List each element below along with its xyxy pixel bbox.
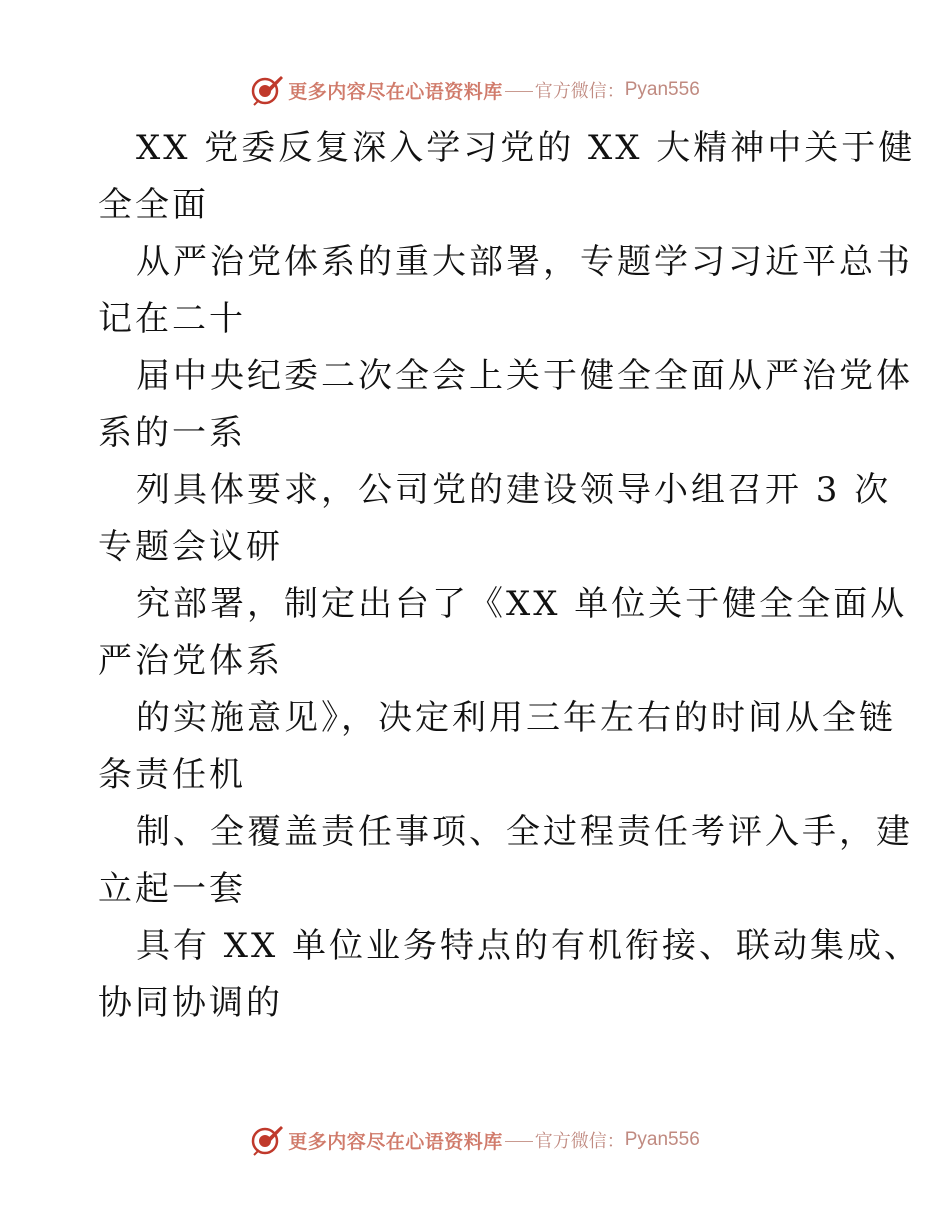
header-watermark [0, 70, 950, 110]
watermark-divider [505, 91, 533, 92]
pen-logo-icon [250, 1123, 284, 1157]
body-line: 全全面 [98, 185, 209, 225]
body-line: 严治党体系 [98, 641, 283, 681]
body-line: 记在二十 [98, 299, 246, 339]
body-line: 立起一套 [98, 869, 246, 909]
body-line: 具有 XX 单位业务特点的有机衔接、联动集成、 [136, 926, 922, 966]
body-line: XX 党委反复深入学习党的 XX 大精神中关于健 [136, 128, 916, 168]
watermark-wechat-id: Pyan556 [624, 1129, 700, 1150]
body-line: 专题会议研 [98, 527, 283, 567]
body-line: 的实施意见》，决定利用三年左右的时间从全链 [136, 698, 896, 738]
watermark-divider [505, 1141, 533, 1142]
watermark-wechat-id: Pyan556 [624, 79, 700, 100]
watermark-sub-text: 官方微信： [534, 1131, 625, 1152]
body-line: 列具体要求，公司党的建设领导小组召开 3 次 [136, 470, 892, 510]
watermark-main-text: 更多内容尽在心语资料库 [288, 1130, 503, 1153]
body-line: 届中央纪委二次全会上关于健全全面从严治党体 [136, 356, 913, 396]
body-line: 究部署，制定出台了《XX 单位关于健全全面从 [136, 584, 908, 624]
body-line: 协同协调的 [98, 983, 283, 1023]
watermark-sub-text: 官方微信： [534, 81, 625, 102]
body-line: 条责任机 [98, 755, 246, 795]
pen-logo-icon [250, 73, 284, 107]
body-line: 系的一系 [98, 413, 246, 453]
watermark-main-text: 更多内容尽在心语资料库 [288, 80, 503, 103]
footer-watermark [0, 1120, 950, 1160]
document-body [98, 120, 922, 1032]
body-line: 制、全覆盖责任事项、全过程责任考评入手，建 [136, 812, 913, 852]
body-line: 从严治党体系的重大部署，专题学习习近平总书 [136, 242, 913, 282]
